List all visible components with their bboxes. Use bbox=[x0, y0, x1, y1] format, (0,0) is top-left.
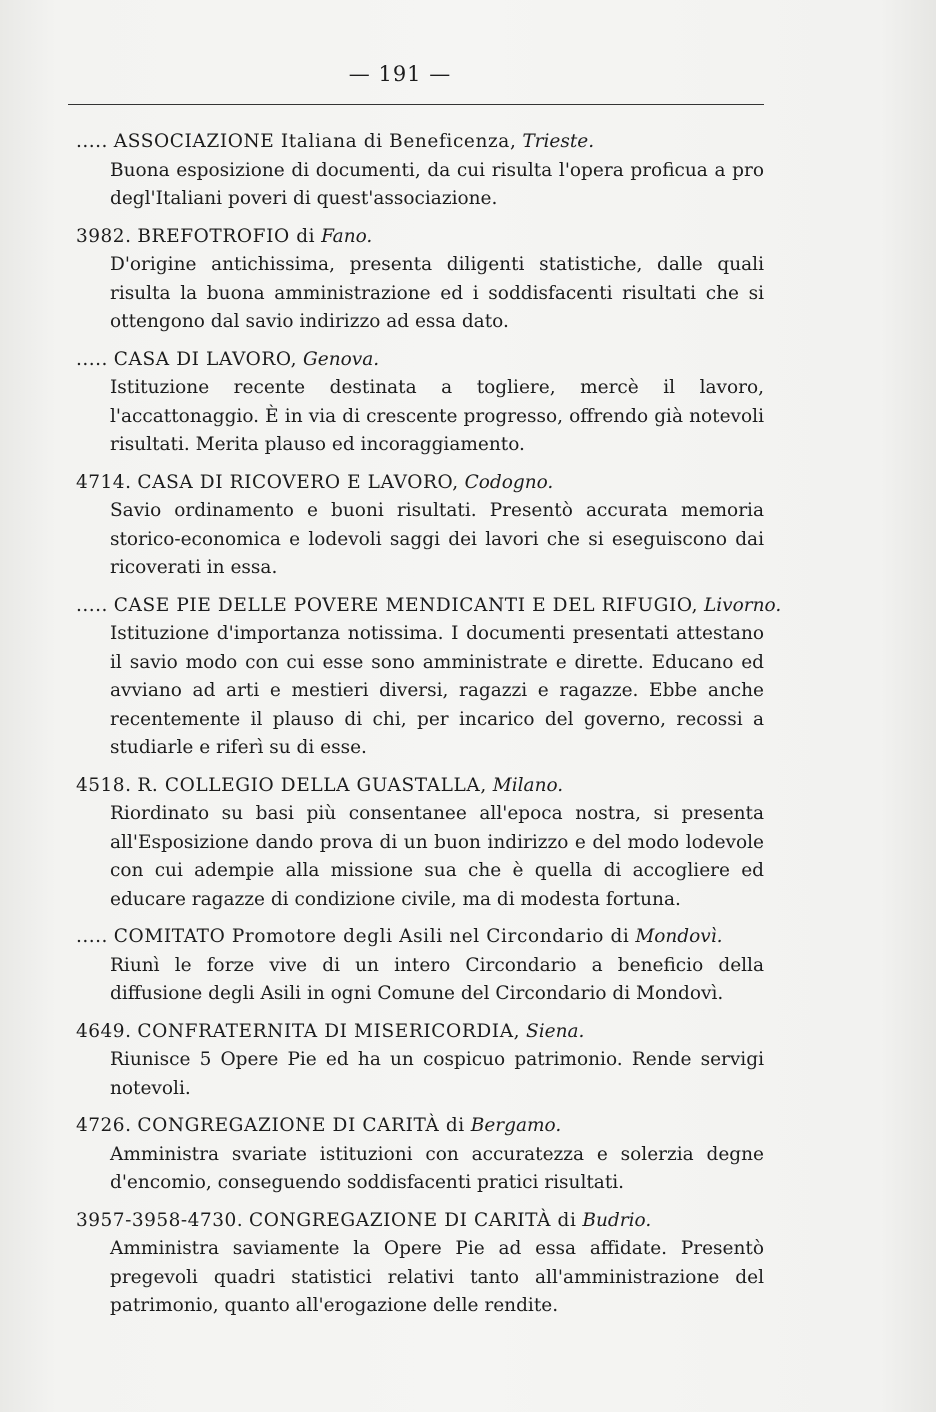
entry-title: COMITATO Promotore degli Asili nel Circondario di bbox=[113, 926, 630, 947]
entry-text: Amministra svariate istituzioni con accuratezza e solerzia degne d'encomio, conseguendo soddisfacenti pratici risultati. bbox=[110, 1143, 764, 1193]
entry bbox=[76, 346, 764, 460]
entry bbox=[76, 923, 764, 1009]
entry-number: 3982. bbox=[76, 225, 132, 247]
entry-heading bbox=[76, 1018, 764, 1047]
entry-place: Trieste. bbox=[522, 131, 595, 152]
entry-text: Riunisce 5 Opere Pie ed ha un cospicuo patrimonio. Rende servigi notevoli. bbox=[110, 1049, 764, 1099]
entry-text: Savio ordinamento e buoni risultati. Presentò accurata memoria storico-economica e lodevoli saggi dei lavori che si eseguiscono dai ricoverati in essa. bbox=[110, 500, 764, 578]
entry bbox=[76, 1018, 764, 1104]
entry-number: 4726. bbox=[76, 1115, 132, 1136]
page-number: — 191 — bbox=[348, 62, 452, 86]
entry-text: Istituzione recente destinata a togliere, mercè il lavoro, l'accattonaggio. È in via di crescente progresso, offrendo già notevoli risultati. Merita plauso ed incoraggiamento. bbox=[110, 377, 764, 455]
entry-title: CONGREGAZIONE DI CARITÀ di bbox=[249, 1209, 577, 1231]
entry-heading bbox=[76, 592, 782, 621]
entry-number: 4714. bbox=[76, 471, 132, 493]
entry-title: CONFRATERNITA DI MISERICORDIA, bbox=[137, 1020, 521, 1042]
entry-place: Bergamo. bbox=[470, 1115, 562, 1136]
entry-place: Siena. bbox=[526, 1020, 585, 1042]
entry-text: Riordinato su basi più consentanee all'epoca nostra, si presenta all'Esposizione dando prova di un buon indirizzo e del modo lodevole con cui adempie alla missione sua che è quella di accogliere ed educare ragazze di condizione civile, ma di modesta fortuna. bbox=[110, 803, 764, 910]
entry-number: 4649. bbox=[76, 1020, 132, 1042]
entry-heading bbox=[76, 1112, 764, 1141]
entry-place: Livorno. bbox=[703, 594, 782, 616]
entry bbox=[76, 223, 764, 337]
entry bbox=[76, 592, 782, 763]
entry-text: Buona esposizione di documenti, da cui risulta l'opera proficua a pro degl'Italiani poveri di quest'associazione. bbox=[110, 159, 764, 209]
entry-number: ..... bbox=[76, 131, 108, 152]
entry-text: Istituzione d'importanza notissima. I documenti presentati attestano il savio modo con cui esse sono amministrate e dirette. Educano ed avviano ad arti e mestieri diversi, ragazzi e ragazze. Ebbe anche recentemente il plauso di chi, per incarico del governo, recossi a studiarle e riferì su di esse. bbox=[110, 623, 764, 758]
entry-heading bbox=[76, 223, 764, 252]
entry-title: CONGREGAZIONE DI CARITÀ di bbox=[137, 1115, 465, 1136]
entry bbox=[76, 469, 764, 583]
entry-title: CASA DI RICOVERO E LAVORO, bbox=[137, 471, 459, 493]
entry-heading bbox=[76, 469, 764, 498]
entry-place: Budrio. bbox=[582, 1209, 652, 1231]
header-rule bbox=[68, 104, 764, 105]
entry-text: Riunì le forze vive di un intero Circondario a beneficio della diffusione degli Asili in ogni Comune del Circondario di Mondovì. bbox=[110, 954, 764, 1004]
entry-place: Fano. bbox=[321, 225, 373, 247]
entry-number: ..... bbox=[76, 926, 108, 947]
entry-title: CASA DI LAVORO, bbox=[113, 348, 298, 370]
entry-title: CASE PIE DELLE POVERE MENDICANTI E DEL RIFUGIO, bbox=[113, 594, 699, 616]
entry-title: ASSOCIAZIONE Italiana di Beneficenza, bbox=[113, 131, 517, 152]
entry-heading bbox=[76, 128, 764, 157]
entry-number: ..... bbox=[76, 348, 108, 370]
entry-title: R. COLLEGIO DELLA GUASTALLA, bbox=[137, 774, 487, 796]
entry-title: BREFOTROFIO di bbox=[137, 225, 316, 247]
entry-place: Mondovì. bbox=[635, 926, 723, 947]
entry bbox=[76, 772, 764, 915]
entry-place: Milano. bbox=[492, 774, 564, 796]
entry bbox=[76, 128, 764, 214]
entry-number: 3957-3958-4730. bbox=[76, 1209, 244, 1231]
entry-place: Genova. bbox=[302, 348, 380, 370]
entry-heading bbox=[76, 346, 764, 375]
entry-text: Amministra saviamente la Opere Pie ad essa affidate. Presentò pregevoli quadri statistici relativi tanto all'amministrazione del patrimonio, quanto all'erogazione delle rendite. bbox=[110, 1238, 764, 1316]
entry-heading bbox=[76, 1207, 764, 1236]
entry-heading bbox=[76, 923, 764, 952]
entry-text: D'origine antichissima, presenta diligenti statistiche, dalle quali risulta la buona amministrazione ed i soddisfacenti risultati che si ottengono dal savio indirizzo ad essa dato. bbox=[110, 254, 764, 332]
entry-place: Codogno. bbox=[464, 471, 554, 493]
entry-number: 4518. bbox=[76, 774, 132, 796]
entry bbox=[76, 1207, 764, 1321]
entries-list bbox=[76, 128, 782, 1330]
entry-heading bbox=[76, 772, 764, 801]
entry-number: ..... bbox=[76, 594, 108, 616]
entry bbox=[76, 1112, 764, 1198]
